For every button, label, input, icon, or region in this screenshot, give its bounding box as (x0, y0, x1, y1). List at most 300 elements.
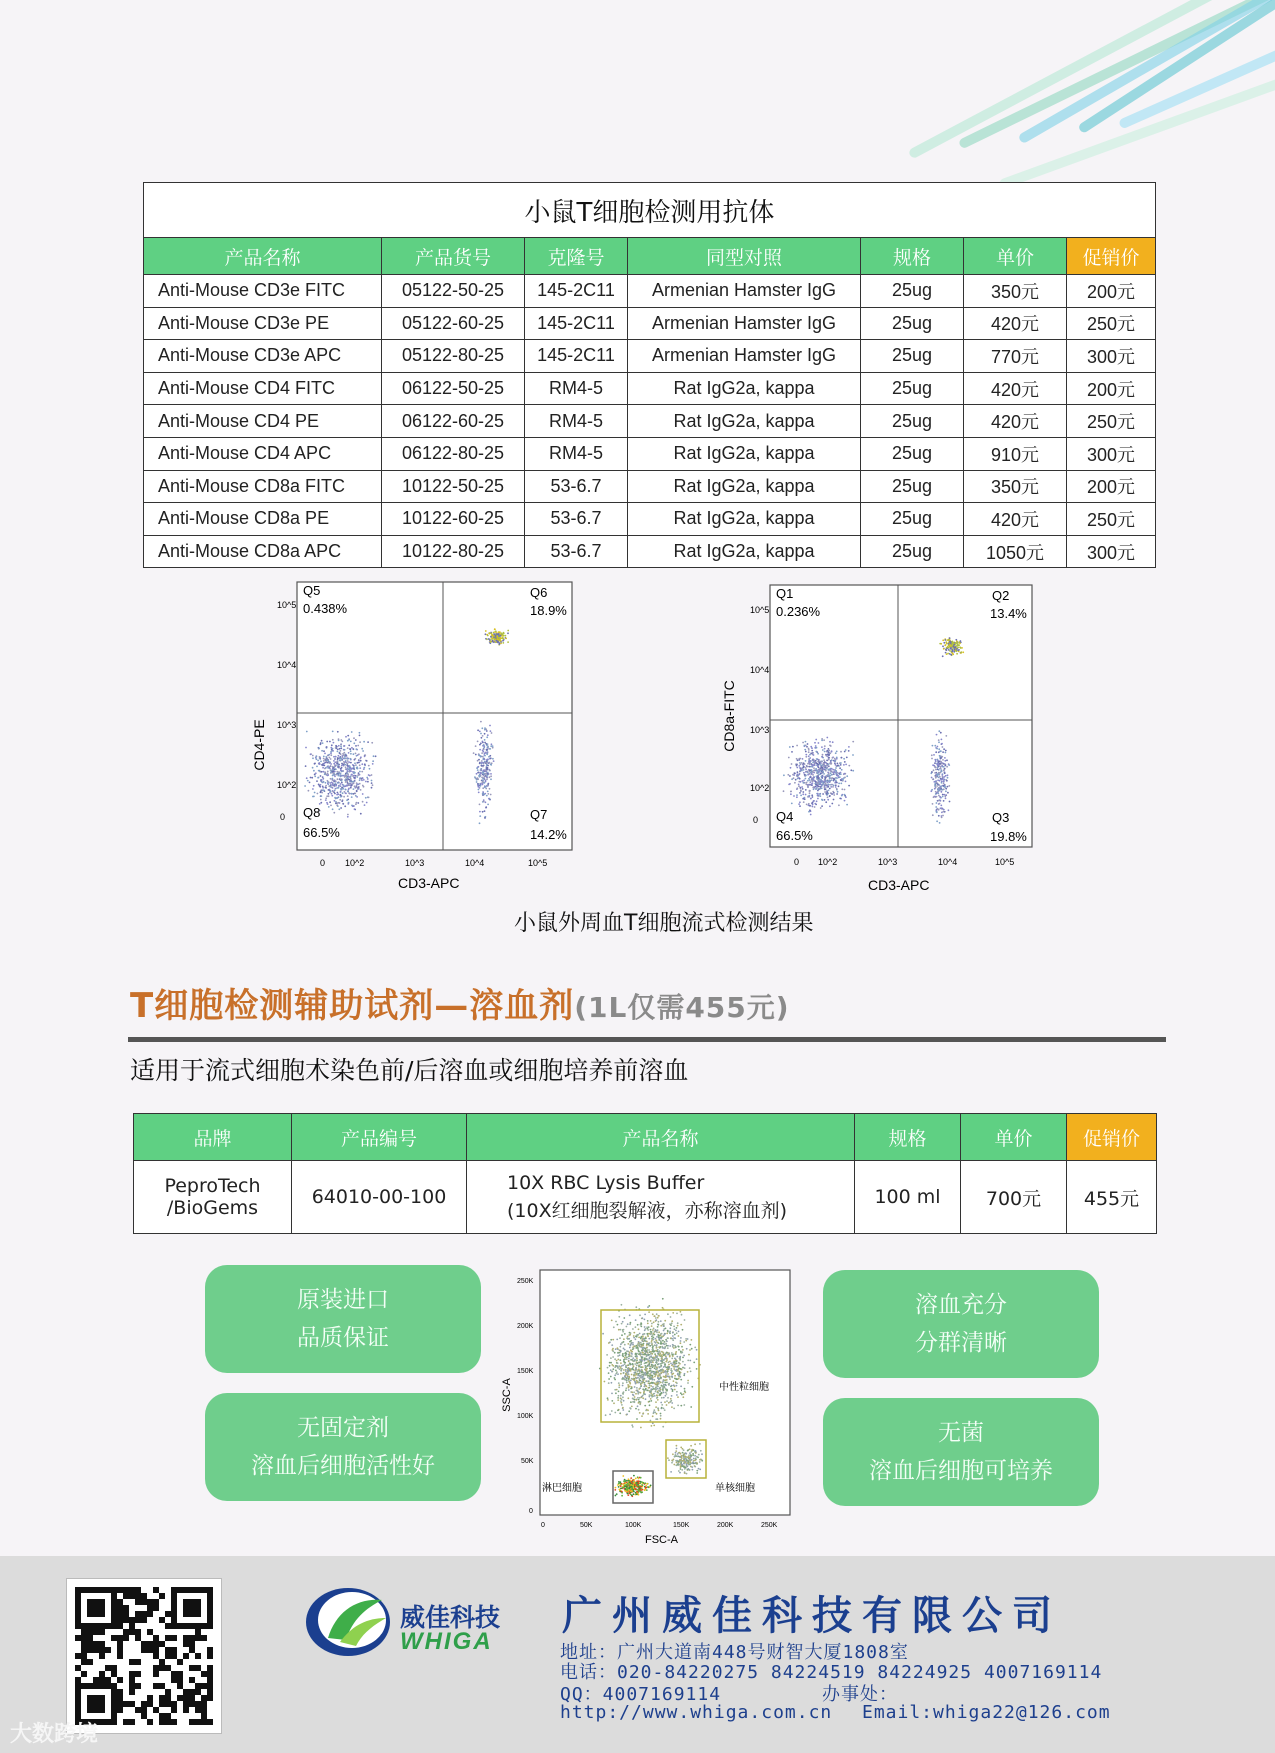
event-dot (943, 794, 945, 796)
event-dot (948, 785, 950, 787)
event-dot (696, 1470, 698, 1472)
quadrant-pct-q7: 14.2% (530, 827, 567, 842)
event-dot (622, 1475, 624, 1477)
event-dot (626, 1491, 628, 1493)
event-dot (832, 741, 834, 743)
event-dot (331, 795, 333, 797)
event-dot (667, 1373, 669, 1375)
quadrant-pct-q2: 13.4% (990, 606, 1027, 621)
table-cell: 300元 (1067, 535, 1156, 568)
event-dot (627, 1323, 629, 1325)
event-dot (938, 815, 940, 817)
event-dot (638, 1478, 640, 1480)
event-dot (828, 750, 830, 752)
col-promo-price: 促销价 (1067, 238, 1156, 275)
event-dot (802, 791, 804, 793)
event-dot (352, 748, 354, 750)
event-dot (791, 803, 793, 805)
event-dot (628, 1373, 630, 1375)
event-dot (311, 777, 313, 779)
event-dot (632, 1363, 634, 1365)
event-dot (493, 641, 495, 643)
event-dot (823, 768, 825, 770)
event-dot (636, 1418, 638, 1420)
event-dot (676, 1445, 678, 1447)
event-dot (824, 745, 826, 747)
event-dot (348, 784, 350, 786)
event-dot (479, 749, 481, 751)
ytick: 10^2 (277, 780, 297, 790)
event-dot (944, 639, 946, 641)
event-dot (828, 752, 830, 754)
event-dot (665, 1353, 667, 1355)
event-dot (353, 753, 355, 755)
event-dot (322, 742, 324, 744)
event-dot (807, 785, 809, 787)
event-dot (663, 1323, 665, 1325)
col-brand: 品牌 (134, 1114, 292, 1161)
event-dot (320, 784, 322, 786)
event-dot (932, 745, 934, 747)
event-dot (671, 1376, 673, 1378)
event-dot (811, 773, 813, 775)
event-dot (636, 1380, 638, 1382)
event-dot (661, 1354, 663, 1356)
event-dot (634, 1382, 636, 1384)
event-dot (812, 796, 814, 798)
lysis-table-header (134, 1114, 1157, 1161)
event-dot (346, 779, 348, 781)
event-dot (802, 758, 804, 760)
event-dot (649, 1373, 651, 1375)
event-dot (811, 763, 813, 765)
event-dot (622, 1407, 624, 1409)
table-cell: Armenian Hamster IgG (628, 340, 861, 373)
event-dot (347, 803, 349, 805)
event-dot (664, 1358, 666, 1360)
event-dot (675, 1450, 677, 1452)
col-catalog-no: 产品货号 (382, 238, 525, 275)
fsc-ssc-scatter-plot (495, 1265, 805, 1550)
event-dot (798, 774, 800, 776)
event-dot (844, 794, 846, 796)
event-dot (817, 777, 819, 779)
company-website[interactable]: http://www.whiga.com.cn (560, 1702, 833, 1723)
event-dot (492, 747, 494, 749)
event-dot (344, 764, 346, 766)
event-dot (629, 1482, 631, 1484)
event-dot (845, 781, 847, 783)
event-dot (796, 796, 798, 798)
event-dot (672, 1332, 674, 1334)
event-dot (940, 766, 942, 768)
event-dot (656, 1313, 658, 1315)
event-dot (635, 1338, 637, 1340)
event-dot (623, 1400, 625, 1402)
event-dot (624, 1490, 626, 1492)
event-dot (958, 644, 960, 646)
event-dot (478, 789, 480, 791)
event-dot (941, 763, 943, 765)
table-cell: 53-6.7 (525, 503, 628, 536)
event-dot (690, 1406, 692, 1408)
event-dot (610, 1357, 612, 1359)
event-dot (833, 792, 835, 794)
event-dot (661, 1397, 663, 1399)
event-dot (658, 1331, 660, 1333)
event-dot (694, 1466, 696, 1468)
event-dot (808, 751, 810, 753)
event-dot (330, 805, 332, 807)
event-dot (659, 1337, 661, 1339)
table-cell: 1050元 (964, 535, 1067, 568)
event-dot (621, 1404, 623, 1406)
event-dot (486, 730, 488, 732)
event-dot (355, 753, 357, 755)
event-dot (625, 1373, 627, 1375)
event-dot (700, 1450, 702, 1452)
event-dot (834, 760, 836, 762)
event-dot (670, 1324, 672, 1326)
event-dot (826, 755, 828, 757)
event-dot (635, 1478, 637, 1480)
event-dot (638, 1374, 640, 1376)
event-dot (634, 1482, 636, 1484)
event-dot (487, 765, 489, 767)
event-dot (822, 782, 824, 784)
event-dot (611, 1344, 613, 1346)
event-dot (803, 801, 805, 803)
event-dot (484, 739, 486, 741)
table-cell: 06122-60-25 (382, 405, 525, 438)
event-dot (817, 753, 819, 755)
event-dot (486, 795, 488, 797)
event-dot (632, 1401, 634, 1403)
event-dot (660, 1341, 662, 1343)
event-dot (614, 1358, 616, 1360)
table-cell: 25ug (861, 307, 964, 340)
event-dot (625, 1355, 627, 1357)
event-dot (828, 757, 830, 759)
event-dot (680, 1324, 682, 1326)
event-dot (662, 1340, 664, 1342)
event-dot (642, 1349, 644, 1351)
event-dot (347, 735, 349, 737)
event-dot (941, 765, 943, 767)
table-row (144, 340, 1156, 373)
event-dot (672, 1453, 674, 1455)
event-dot (356, 802, 358, 804)
event-dot (656, 1332, 658, 1334)
event-dot (492, 637, 494, 639)
event-dot (656, 1330, 658, 1332)
col-price: 单价 (964, 238, 1067, 275)
event-dot (632, 1369, 634, 1371)
event-dot (938, 800, 940, 802)
event-dot (633, 1345, 635, 1347)
event-dot (940, 797, 942, 799)
event-dot (654, 1395, 656, 1397)
event-dot (349, 748, 351, 750)
event-dot (333, 812, 335, 814)
event-dot (937, 768, 939, 770)
event-dot (938, 772, 940, 774)
event-dot (649, 1351, 651, 1353)
event-dot (829, 805, 831, 807)
event-dot (689, 1360, 691, 1362)
event-dot (942, 639, 944, 641)
event-dot (828, 763, 830, 765)
event-dot (952, 641, 954, 643)
event-dot (811, 750, 813, 752)
event-dot (683, 1341, 685, 1343)
company-email[interactable]: Email:whiga22@126.com (862, 1702, 1111, 1723)
event-dot (938, 787, 940, 789)
event-dot (628, 1358, 630, 1360)
event-dot (661, 1407, 663, 1409)
table-cell: RM4-5 (525, 437, 628, 470)
event-dot (691, 1463, 693, 1465)
event-dot (354, 758, 356, 760)
event-dot (934, 783, 936, 785)
event-dot (844, 800, 846, 802)
event-dot (658, 1378, 660, 1380)
event-dot (936, 734, 938, 736)
event-dot (819, 788, 821, 790)
event-dot (655, 1364, 657, 1366)
event-dot (821, 764, 823, 766)
event-dot (628, 1478, 630, 1480)
event-dot (672, 1364, 674, 1366)
table-cell: Anti-Mouse CD3e FITC (144, 275, 382, 308)
event-dot (936, 802, 938, 804)
event-dot (631, 1495, 633, 1497)
event-dot (652, 1361, 654, 1363)
event-dot (687, 1382, 689, 1384)
event-dot (945, 752, 947, 754)
event-dot (813, 754, 815, 756)
event-dot (633, 1475, 635, 1477)
event-dot (604, 1381, 606, 1383)
event-dot (644, 1314, 646, 1316)
event-dot (486, 760, 488, 762)
event-dot (628, 1361, 630, 1363)
event-dot (642, 1335, 644, 1337)
event-dot (680, 1337, 682, 1339)
event-dot (677, 1396, 679, 1398)
event-dot (490, 773, 492, 775)
event-dot (668, 1402, 670, 1404)
event-dot (677, 1455, 679, 1457)
event-dot (678, 1349, 680, 1351)
event-dot (475, 745, 477, 747)
event-dot (351, 781, 353, 783)
event-dot (648, 1377, 650, 1379)
event-dot (797, 771, 799, 773)
event-dot (675, 1360, 677, 1362)
event-dot (323, 756, 325, 758)
event-dot (351, 793, 353, 795)
event-dot (844, 761, 846, 763)
event-dot (803, 762, 805, 764)
event-dot (930, 772, 932, 774)
event-dot (678, 1346, 680, 1348)
event-dot (634, 1372, 636, 1374)
col-product-name: 产品名称 (144, 238, 382, 275)
event-dot (642, 1366, 644, 1368)
event-dot (649, 1342, 651, 1344)
event-dot (948, 644, 950, 646)
event-dot (617, 1409, 619, 1411)
event-dot (332, 771, 334, 773)
event-dot (310, 777, 312, 779)
event-dot (936, 759, 938, 761)
event-dot (623, 1341, 625, 1343)
event-dot (810, 798, 812, 800)
event-dot (802, 788, 804, 790)
event-dot (803, 782, 805, 784)
event-dot (350, 741, 352, 743)
table-cell: 910元 (964, 437, 1067, 470)
event-dot (809, 781, 811, 783)
event-dot (332, 750, 334, 752)
price-cell: 700元 (961, 1161, 1067, 1234)
event-dot (644, 1489, 646, 1491)
event-dot (320, 795, 322, 797)
event-dot (783, 774, 785, 776)
event-dot (783, 790, 785, 792)
event-dot (937, 761, 939, 763)
col-clone: 克隆号 (525, 238, 628, 275)
watermark: 大数跨境 (10, 1722, 99, 1747)
event-dot (652, 1338, 654, 1340)
event-dot (817, 790, 819, 792)
event-dot (638, 1399, 640, 1401)
event-dot (694, 1459, 696, 1461)
event-dot (807, 780, 809, 782)
event-dot (332, 739, 334, 741)
event-dot (824, 767, 826, 769)
event-dot (645, 1366, 647, 1368)
event-dot (658, 1346, 660, 1348)
event-dot (637, 1334, 639, 1336)
event-dot (331, 793, 333, 795)
event-dot (676, 1313, 678, 1315)
event-dot (941, 781, 943, 783)
event-dot (371, 780, 373, 782)
event-dot (674, 1378, 676, 1380)
event-dot (618, 1365, 620, 1367)
event-dot (681, 1346, 683, 1348)
event-dot (617, 1359, 619, 1361)
event-dot (661, 1333, 663, 1335)
event-dot (628, 1410, 630, 1412)
event-dot (845, 749, 847, 751)
event-dot (626, 1350, 628, 1352)
event-dot (676, 1462, 678, 1464)
col-isotype: 同型对照 (628, 238, 861, 275)
event-dot (632, 1426, 634, 1428)
table-cell: 200元 (1067, 275, 1156, 308)
event-dot (685, 1453, 687, 1455)
event-dot (680, 1311, 682, 1313)
event-dot (672, 1390, 674, 1392)
event-dot (627, 1369, 629, 1371)
event-dot (481, 762, 483, 764)
event-dot (948, 764, 950, 766)
event-dot (630, 1349, 632, 1351)
event-dot (341, 800, 343, 802)
event-dot (627, 1336, 629, 1338)
table-row (144, 405, 1156, 438)
xtick: 10^4 (465, 858, 485, 868)
event-dot (633, 1332, 635, 1334)
event-dot (815, 788, 817, 790)
event-dot (662, 1426, 664, 1428)
event-dot (486, 753, 488, 755)
event-dot (480, 756, 482, 758)
event-dot (320, 799, 322, 801)
event-dot (656, 1336, 658, 1338)
event-dot (645, 1328, 647, 1330)
event-dot (621, 1495, 623, 1497)
table-cell: 250元 (1067, 307, 1156, 340)
event-dot (498, 637, 500, 639)
event-dot (321, 771, 323, 773)
col-product-name: 产品名称 (467, 1114, 855, 1161)
event-dot (640, 1363, 642, 1365)
table-cell: Anti-Mouse CD3e PE (144, 307, 382, 340)
event-dot (641, 1396, 643, 1398)
event-dot (645, 1398, 647, 1400)
event-dot (638, 1382, 640, 1384)
event-dot (655, 1391, 657, 1393)
event-dot (476, 781, 478, 783)
event-dot (344, 779, 346, 781)
event-dot (644, 1372, 646, 1374)
event-dot (490, 794, 492, 796)
brand-name-en: WHIGA (400, 1628, 493, 1655)
event-dot (330, 771, 332, 773)
event-dot (620, 1481, 622, 1483)
event-dot (809, 766, 811, 768)
event-dot (360, 813, 362, 815)
event-dot (693, 1362, 695, 1364)
event-dot (630, 1480, 632, 1482)
event-dot (699, 1469, 701, 1471)
event-dot (490, 764, 492, 766)
event-dot (660, 1387, 662, 1389)
event-dot (477, 772, 479, 774)
event-dot (644, 1333, 646, 1335)
event-dot (616, 1360, 618, 1362)
event-dot (665, 1367, 667, 1369)
event-dot (492, 758, 494, 760)
event-dot (623, 1338, 625, 1340)
event-dot (616, 1389, 618, 1391)
event-dot (353, 737, 355, 739)
qr-code[interactable] (66, 1578, 222, 1734)
event-dot (948, 639, 950, 641)
event-dot (942, 815, 944, 817)
flow-result-caption: 小鼠外周血T细胞流式检测结果 (514, 911, 814, 936)
event-dot (809, 754, 811, 756)
event-dot (953, 651, 955, 653)
event-dot (663, 1352, 665, 1354)
table-cell: 25ug (861, 535, 964, 568)
event-dot (687, 1380, 689, 1382)
table-cell: RM4-5 (525, 405, 628, 438)
